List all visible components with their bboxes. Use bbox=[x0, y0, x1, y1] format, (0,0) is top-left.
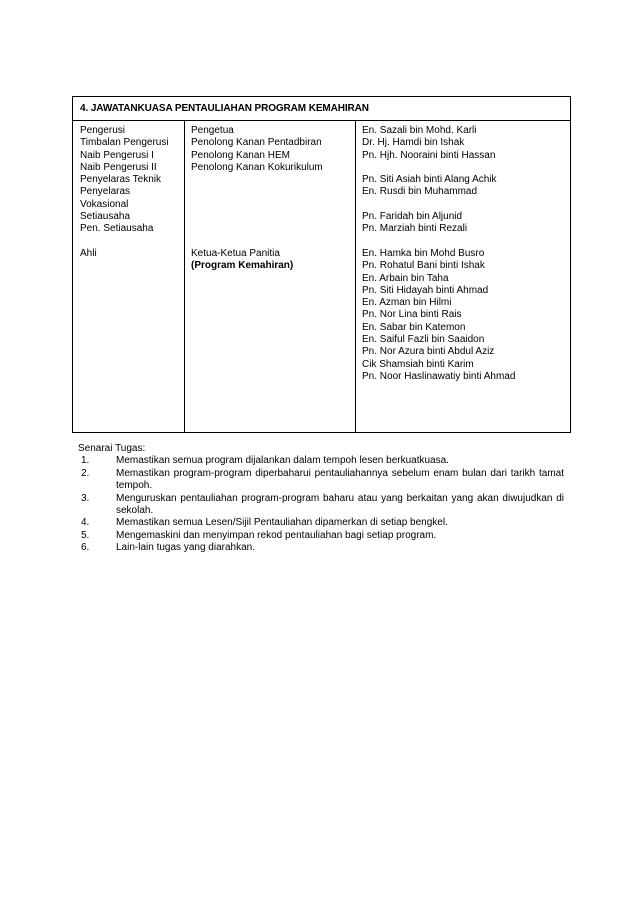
member-name: En. Arbain bin Taha bbox=[362, 272, 449, 284]
member-name: Pn. Faridah bin Aljunid bbox=[362, 211, 463, 223]
member-name: Pn. Hjh. Nooraini binti Hassan bbox=[362, 149, 496, 161]
task-text: Memastikan semua Lesen/Sijil Pentauliahan dipamerkan di setiap bengkel. bbox=[116, 517, 448, 529]
member-name: Pn. Siti Asiah binti Alang Achik bbox=[362, 174, 497, 186]
member-name bbox=[362, 236, 570, 248]
member-name: En. Sabar bin Katemon bbox=[362, 321, 466, 333]
task-text: Memastikan semua program dijalankan dalam tempoh lesen berkuatkuasa. bbox=[116, 455, 449, 467]
position-label: Timbalan Pengerusi bbox=[80, 137, 169, 149]
task-number: 6. bbox=[81, 542, 90, 554]
task-list bbox=[78, 443, 564, 555]
task-number: 4. bbox=[81, 517, 90, 529]
member-name: En. Sazali bin Mohd. Karli bbox=[362, 125, 477, 136]
member-name: En. Hamka bin Mohd Busro bbox=[362, 247, 485, 259]
member-name: Cik Shamsiah binti Karim bbox=[362, 358, 474, 370]
designation-label: Penolong Kanan Kokurikulum bbox=[191, 161, 323, 173]
member-name: Pn. Siti Hidayah binti Ahmad bbox=[362, 284, 489, 296]
task-item bbox=[78, 517, 564, 529]
designation-label bbox=[191, 186, 355, 198]
committee-table bbox=[72, 96, 571, 433]
position-label: Naib Pengerusi I bbox=[80, 149, 154, 161]
position-label: Vokasional bbox=[80, 198, 129, 210]
designation-label bbox=[191, 223, 355, 235]
task-list-heading: Senarai Tugas: bbox=[78, 443, 146, 454]
position-label bbox=[80, 236, 184, 248]
task-number: 5. bbox=[81, 529, 90, 541]
designation-column bbox=[185, 121, 356, 432]
member-name bbox=[362, 162, 570, 174]
position-column bbox=[73, 121, 185, 432]
member-name: Pn. Nor Azura binti Abdul Aziz bbox=[362, 346, 495, 358]
task-text: Mengemaskini dan menyimpan rekod pentauliahan bagi setiap program. bbox=[116, 529, 437, 541]
designation-label bbox=[191, 236, 355, 248]
task-number: 1. bbox=[81, 455, 90, 467]
task-item bbox=[78, 468, 564, 493]
designation-label bbox=[191, 211, 355, 223]
designation-label: (Program Kemahiran) bbox=[191, 260, 294, 272]
position-label: Naib Pengerusi II bbox=[80, 161, 157, 173]
designation-label: Pengetua bbox=[191, 125, 234, 136]
position-label: Pen. Setiausaha bbox=[80, 223, 154, 235]
designation-label: Penolong Kanan HEM bbox=[191, 149, 290, 161]
task-number: 3. bbox=[81, 492, 90, 504]
position-label: Penyelaras Teknik bbox=[80, 174, 161, 186]
task-number: 2. bbox=[81, 467, 90, 479]
section-title: 4. JAWATANKUASA PENTAULIAHAN PROGRAM KEMAHIRAN bbox=[73, 97, 570, 121]
designation-label: Ketua-Ketua Panitia bbox=[191, 247, 280, 259]
task-text: Menguruskan pentauliahan program-program baharu atau yang berkaitan yang akan diwujudkan di sekolah. bbox=[116, 492, 564, 517]
member-name: En. Azman bin Hilmi bbox=[362, 297, 452, 309]
position-label: Ahli bbox=[80, 247, 97, 259]
member-name: Dr. Hj. Hamdi bin Ishak bbox=[362, 137, 465, 149]
member-name bbox=[362, 199, 570, 211]
designation-label: Penolong Kanan Pentadbiran bbox=[191, 137, 322, 149]
task-item bbox=[78, 493, 564, 518]
member-name: Pn. Rohatul Bani binti Ishak bbox=[362, 260, 485, 272]
member-name: En. Saiful Fazli bin Saaidon bbox=[362, 334, 485, 346]
member-name: Pn. Nor Lina binti Rais bbox=[362, 309, 462, 321]
member-name-column bbox=[356, 121, 570, 432]
position-label: Setiausaha bbox=[80, 211, 131, 223]
position-label: Pengerusi bbox=[80, 125, 126, 136]
member-name: En. Rusdi bin Muhammad bbox=[362, 186, 478, 198]
task-item bbox=[78, 455, 564, 467]
task-text: Memastikan program-program diperbaharui pentauliahannya sebelum enam bulan dari tarikh tamat tempoh. bbox=[116, 467, 564, 492]
designation-label bbox=[191, 174, 355, 186]
task-text: Lain-lain tugas yang diarahkan. bbox=[116, 542, 255, 554]
member-name: Pn. Noor Haslinawatiy binti Ahmad bbox=[362, 370, 516, 382]
member-name: Pn. Marziah binti Rezali bbox=[362, 223, 468, 235]
task-item bbox=[78, 530, 564, 542]
task-item bbox=[78, 542, 564, 554]
position-label: Penyelaras bbox=[80, 186, 131, 198]
designation-label bbox=[191, 199, 355, 211]
